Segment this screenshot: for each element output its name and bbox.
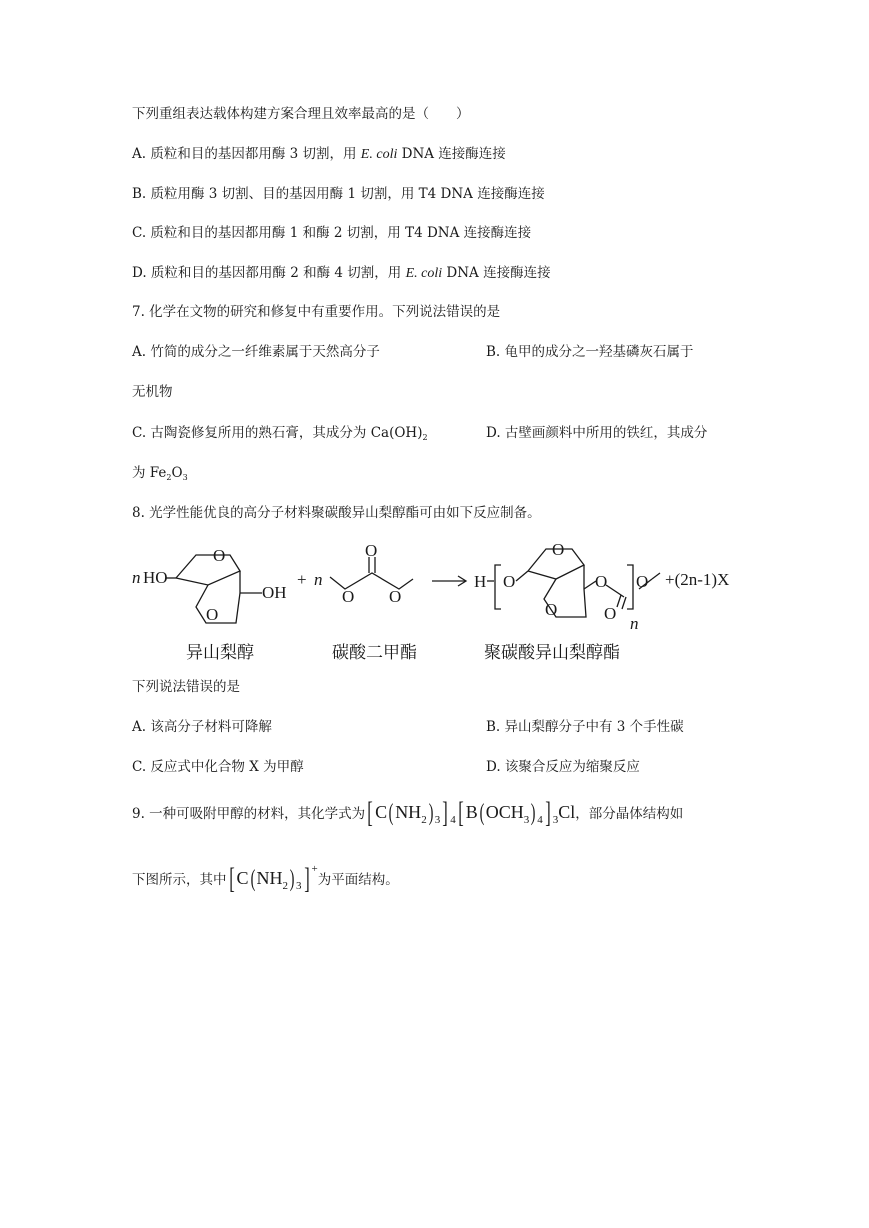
q6-option-c: C. 质粒和目的基因都用酶 1 和酶 2 切割，用 T4 DNA 连接酶连接 bbox=[132, 225, 532, 241]
carbonyl-oxygen: O bbox=[365, 541, 378, 560]
polymer-end-h: H bbox=[474, 572, 487, 591]
q6-option-b: B. 质粒用酶 3 切割、目的基因用酶 1 切割，用 T4 DNA 连接酶连接 bbox=[132, 186, 545, 202]
q7-option-b-cont: 无机物 bbox=[132, 384, 173, 400]
ring-oxygen-bottom: O bbox=[206, 605, 219, 624]
q6-option-d: D. 质粒和目的基因都用酶 2 和酶 4 切割，用 E. coli DNA 连接酶连接 bbox=[132, 265, 551, 281]
q7-option-a: A. 竹简的成分之一纤维素属于天然高分子 bbox=[132, 344, 380, 360]
q9-cation-formula: [ $C(NH_2)$ $_3$] + bbox=[228, 862, 318, 895]
q8-option-a: A. 该高分子材料可降解 bbox=[132, 719, 272, 735]
q7-option-d: D. 古壁画颜料中所用的铁红，其成分 bbox=[486, 425, 708, 441]
q7-option-c: C. 古陶瓷修复所用的熟石膏，其成分为 $Ca(OH)_2$ bbox=[132, 425, 428, 442]
polymer-bracket-left bbox=[495, 565, 501, 609]
polymer-bracket-right bbox=[627, 565, 633, 609]
reactant1-coefficient: n bbox=[132, 568, 141, 587]
polymer-end-oxygen: O bbox=[636, 572, 649, 591]
polymer-carbonyl-oxygen: O bbox=[604, 604, 617, 623]
q8-option-c: C. 反应式中化合物 X 为甲醇 bbox=[132, 759, 304, 775]
isosorbide-upper-ring bbox=[176, 555, 240, 585]
q9-line1: 9. 一种可吸附甲醇的材料，其化学式为[ $C(NH_2)$ $_3$] $_4$[ $B(OCH_3)$ $_4$] $_3$Cl，部分晶体结构如 bbox=[132, 796, 684, 829]
hydroxyl-right: OH bbox=[262, 583, 287, 602]
label-isosorbide: 异山梨醇 bbox=[186, 643, 254, 663]
q8-option-d: D. 该聚合反应为缩聚反应 bbox=[486, 759, 640, 775]
carbonate-oxygen-left: O bbox=[342, 587, 355, 606]
label-polycarbonate: 聚碳酸异山梨醇酯 bbox=[484, 643, 620, 663]
reactant2-coefficient: n bbox=[314, 570, 323, 589]
label-dimethyl-carbonate: 碳酸二甲酯 bbox=[332, 643, 417, 663]
q7-stem: 7. 化学在文物的研究和修复中有重要作用。下列说法错误的是 bbox=[132, 304, 501, 320]
q9-formula: [ $C(NH_2)$ $_3$] $_4$[ $B(OCH_3)$ $_4$] $_3$Cl bbox=[367, 796, 576, 829]
q7-option-d-cont: 为 $Fe_2O_3$ bbox=[132, 465, 188, 482]
carbonate-oxygen-right: O bbox=[389, 587, 402, 606]
q8-ask: 下列说法错误的是 bbox=[132, 679, 240, 695]
q8-stem: 8. 光学性能优良的高分子材料聚碳酸异山梨醇酯可由如下反应制备。 bbox=[132, 505, 541, 521]
plus-sign: + bbox=[297, 570, 307, 589]
polymer-ring-oxygen-bottom: O bbox=[545, 600, 558, 619]
ring-oxygen-top: O bbox=[213, 546, 226, 565]
polymer-oxygen-right: O bbox=[595, 572, 608, 591]
hydroxyl-left: HO bbox=[143, 568, 168, 587]
reaction-scheme bbox=[0, 535, 869, 645]
byproduct-term: +(2n-1)X bbox=[665, 570, 730, 589]
q7-option-b: B. 龟甲的成分之一羟基磷灰石属于 bbox=[486, 344, 694, 360]
q9-line2: 下图所示，其中[ $C(NH_2)$ $_3$] +为平面结构。 bbox=[132, 862, 399, 895]
q8-option-b: B. 异山梨醇分子中有 3 个手性碳 bbox=[486, 719, 684, 735]
q6-option-a: A. 质粒和目的基因都用酶 3 切割，用 E. coli DNA 连接酶连接 bbox=[132, 146, 506, 162]
repeat-unit-n: n bbox=[630, 614, 639, 633]
q6-stem: 下列重组表达载体构建方案合理且效率最高的是（ ） bbox=[132, 106, 470, 122]
polymer-oxygen-left: O bbox=[503, 572, 516, 591]
polymer-ring-oxygen-top: O bbox=[552, 540, 565, 559]
